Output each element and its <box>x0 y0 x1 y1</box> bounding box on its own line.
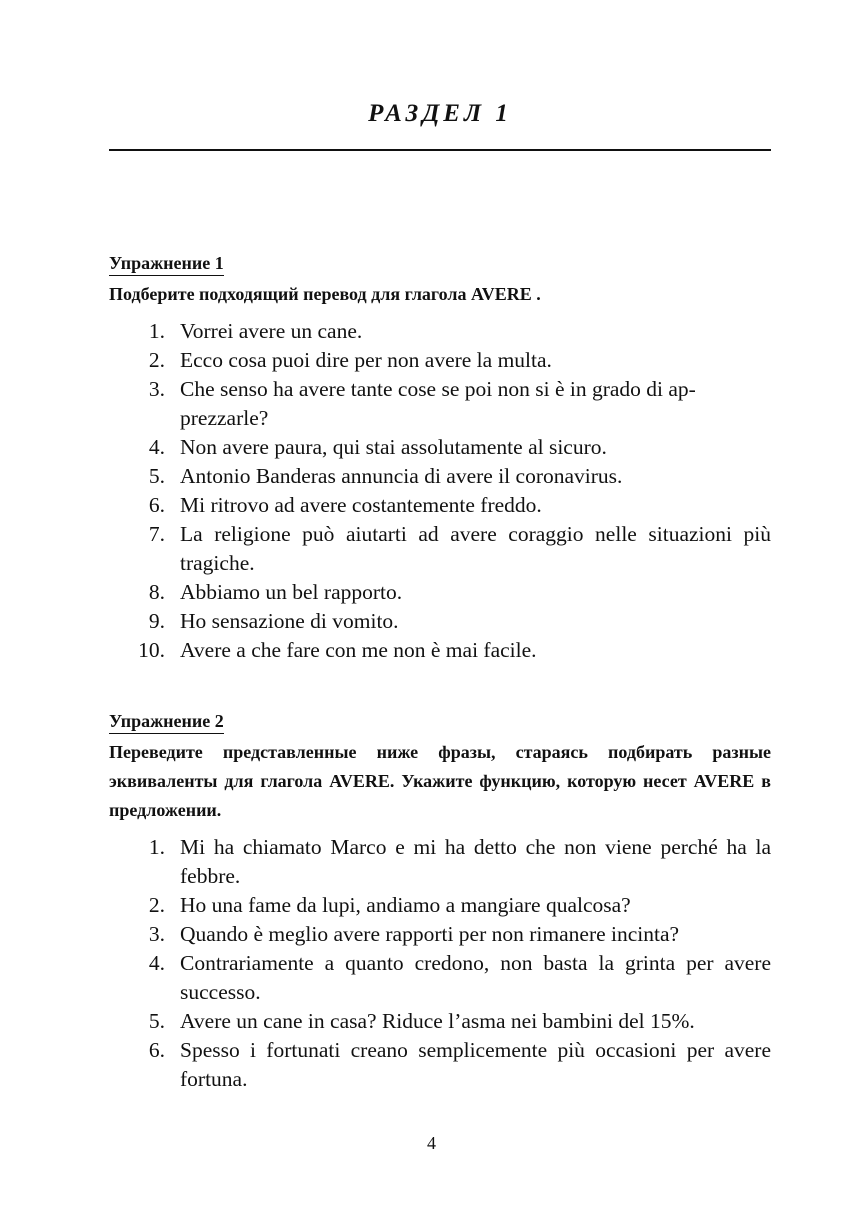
list-item <box>109 833 771 891</box>
item-text: Mi ritrovo ad avere costantemente freddo. <box>180 493 542 517</box>
list-item <box>109 375 771 433</box>
item-text: Quando è meglio avere rapporti per non rimanere incinta? <box>180 922 680 946</box>
item-number: 8. <box>148 580 165 604</box>
item-number: 2. <box>148 893 165 917</box>
list-item <box>109 949 771 1007</box>
exercise-2 <box>109 710 771 1094</box>
list-item <box>109 491 771 520</box>
item-text: Vorrei avere un cane. <box>180 319 363 343</box>
list-item <box>109 317 771 346</box>
item-number: 4. <box>148 951 165 975</box>
exercise-heading: Упражнение 1 <box>109 252 224 276</box>
item-text: Ecco cosa puoi dire per non avere la multa. <box>180 348 552 372</box>
list-item <box>109 1007 771 1036</box>
item-number: 7. <box>148 522 165 546</box>
list-item <box>109 578 771 607</box>
item-number: 1. <box>148 319 165 343</box>
list-item <box>109 346 771 375</box>
item-number: 10. <box>138 638 165 662</box>
exercise-1 <box>109 252 771 665</box>
page-title: РАЗДЕЛ 1 <box>368 100 512 127</box>
item-text: Spesso i fortunati creano semplicemente più occasioni per avere fortuna. <box>180 1038 771 1091</box>
item-text: Mi ha chiamato Marco e mi ha detto che non viene perché ha la febbre. <box>180 835 771 888</box>
item-text: Avere un cane in casa? Riduce l’asma nei bambini del 15%. <box>180 1009 695 1033</box>
item-number: 2. <box>148 348 165 372</box>
list-item <box>109 433 771 462</box>
page-number: 4 <box>427 1133 436 1153</box>
exercise-instruction: Подберите подходящий перевод для глагола AVERE . <box>109 284 541 304</box>
exercise-instruction: Переведите представленные ниже фразы, стараясь подбирать разные эквиваленты для глагола AVERE. Укажите функцию, которую несет AVERE в предложении. <box>109 742 771 820</box>
list-item <box>109 520 771 578</box>
item-text: Non avere paura, qui stai assolutamente al sicuro. <box>180 435 607 459</box>
item-number: 6. <box>148 1038 165 1062</box>
item-number: 3. <box>148 377 165 401</box>
exercise-heading: Упражнение 2 <box>109 710 224 734</box>
exercise-list <box>109 833 771 1094</box>
item-text: Antonio Banderas annuncia di avere il coronavirus. <box>180 464 623 488</box>
item-number: 9. <box>148 609 165 633</box>
item-text: Che senso ha avere tante cose se poi non si è in grado di ap- prezzarle? <box>180 377 696 430</box>
item-number: 5. <box>148 464 165 488</box>
item-number: 1. <box>148 835 165 859</box>
list-item <box>109 1036 771 1094</box>
exercise-list <box>109 317 771 665</box>
item-text: Contrariamente a quanto credono, non basta la grinta per avere successo. <box>180 951 771 1004</box>
list-item <box>109 636 771 665</box>
item-number: 5. <box>148 1009 165 1033</box>
title-divider <box>109 149 771 151</box>
list-item <box>109 920 771 949</box>
item-number: 4. <box>148 435 165 459</box>
list-item <box>109 462 771 491</box>
list-item <box>109 607 771 636</box>
item-text: Ho sensazione di vomito. <box>180 609 399 633</box>
item-text: La religione può aiutarti ad avere coraggio nelle situazioni più tragiche. <box>180 522 771 575</box>
item-text: Ho una fame da lupi, andiamo a mangiare qualcosa? <box>180 893 631 917</box>
item-text: Abbiamo un bel rapporto. <box>180 580 403 604</box>
item-number: 6. <box>148 493 165 517</box>
item-text: Avere a che fare con me non è mai facile. <box>180 638 537 662</box>
list-item <box>109 891 771 920</box>
item-number: 3. <box>148 922 165 946</box>
